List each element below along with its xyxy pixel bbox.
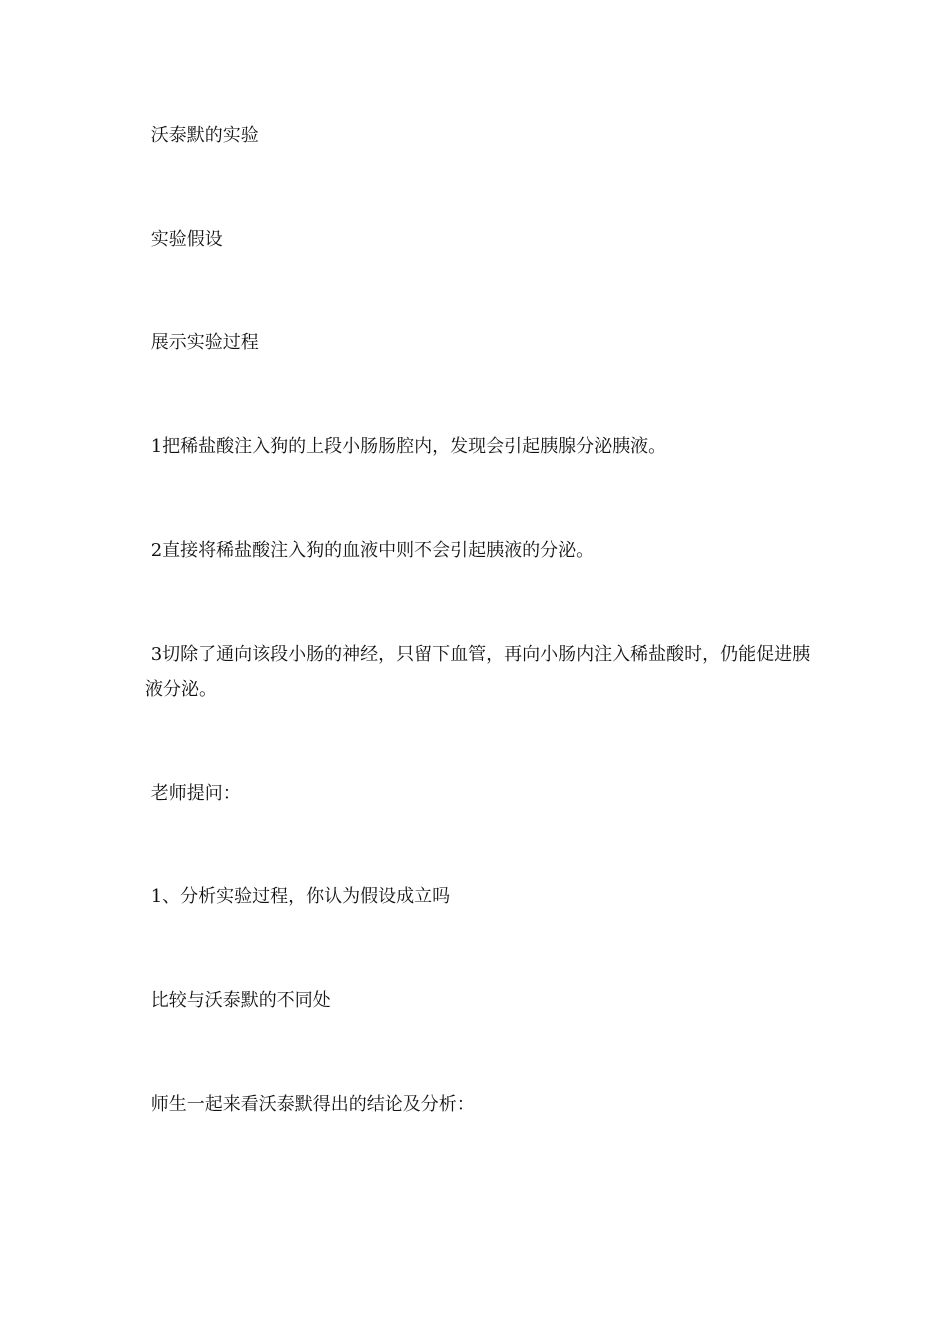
process-step-2: 2直接将稀盐酸注入狗的血液中则不会引起胰液的分泌。	[145, 540, 595, 561]
process-step-1: 1把稀盐酸注入狗的上段小肠肠腔内，发现会引起胰腺分泌胰液。	[145, 436, 667, 457]
section-heading-process: 展示实验过程	[145, 332, 259, 353]
conclusion-intro: 师生一起来看沃泰默得出的结论及分析：	[145, 1094, 475, 1115]
section-heading-wotaimo-experiment: 沃泰默的实验	[145, 125, 259, 146]
teacher-question-heading: 老师提问：	[145, 783, 241, 804]
comparison-text: 比较与沃泰默的不同处	[145, 990, 331, 1011]
process-step-3: 3切除了通向该段小肠的神经，只留下血管，再向小肠内注入稀盐酸时，仍能促进胰液分泌。	[145, 644, 811, 700]
question-1: 1、分析实验过程，你认为假设成立吗	[145, 886, 451, 907]
section-heading-hypothesis: 实验假设	[145, 229, 223, 250]
